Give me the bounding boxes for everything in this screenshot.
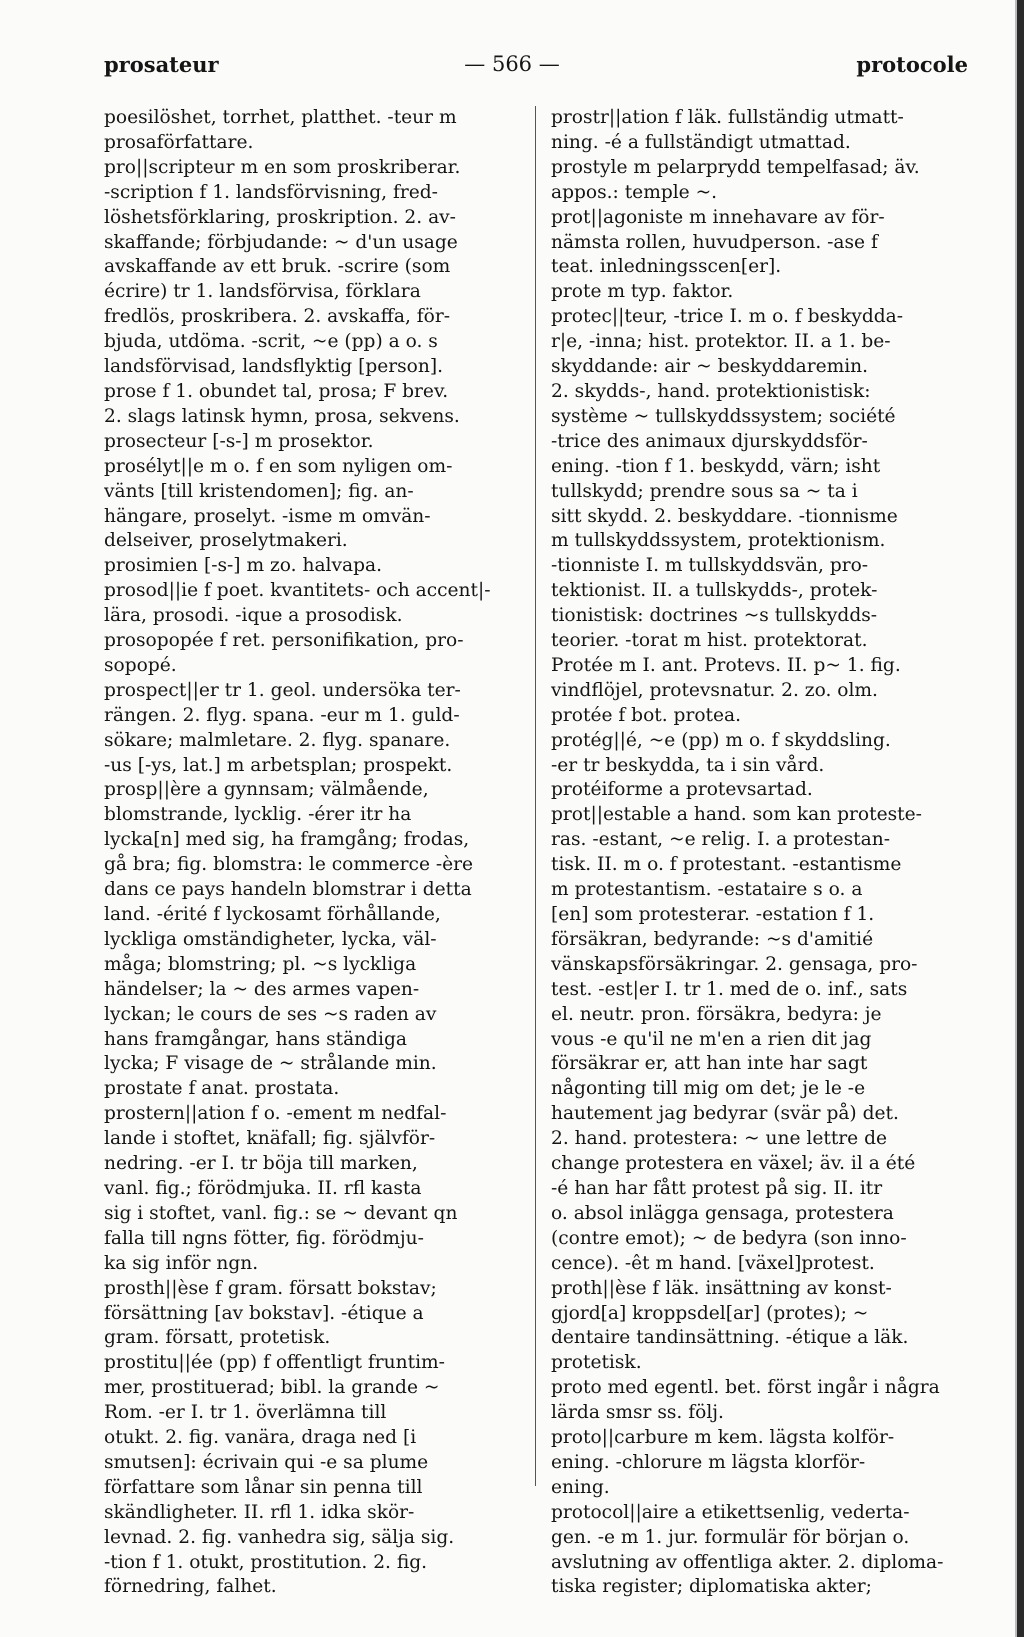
dictionary-line: el. neutr. pron. försäkra, bedyra: je <box>551 1003 882 1025</box>
dictionary-line: 2. skydds-, hand. protektionistisk: <box>551 380 871 402</box>
dictionary-line: prosimien [-s-] m zo. halvapa. <box>104 555 382 577</box>
dictionary-line: -tionniste I. m tullskyddsvän, pro- <box>551 555 869 577</box>
dictionary-line: 2. slags latinsk hymn, prosa, sekvens. <box>104 405 460 427</box>
dictionary-line: protec||teur, -trice I. m o. f beskydda- <box>551 306 904 328</box>
dictionary-line: mer, prostituerad; bibl. la grande ~ <box>104 1377 440 1399</box>
dictionary-line: prostate f anat. prostata. <box>104 1078 340 1100</box>
dictionary-line: sig i stoftet, vanl. fig.: se ~ devant qn <box>104 1202 458 1224</box>
dictionary-line: ening. <box>551 1476 610 1498</box>
dictionary-line: 2. hand. protestera: ~ une lettre de <box>551 1128 887 1150</box>
dictionary-line: otukt. 2. fig. vanära, draga ned [i <box>104 1427 417 1449</box>
dictionary-line: rängen. 2. flyg. spana. -eur m 1. guld- <box>104 704 460 726</box>
dictionary-line: smutsen]: écrivain qui -e sa plume <box>104 1451 429 1473</box>
dictionary-line: prosaförfattare. <box>104 131 254 153</box>
dictionary-line: Rom. -er I. tr 1. överlämna till <box>104 1402 387 1424</box>
dictionary-line: löshetsförklaring, proskription. 2. av- <box>104 206 456 228</box>
dictionary-line: skaffande; förbjudande: ~ d'un usage <box>104 231 458 253</box>
dictionary-line: lycka[n] med sig, ha framgång; frodas, <box>104 829 470 851</box>
dictionary-line: prosélyt||e m o. f en som nyligen om- <box>104 455 453 477</box>
dictionary-line: prospect||er tr 1. geol. undersöka ter- <box>104 679 461 701</box>
dictionary-line: -er tr beskydda, ta i sin vård. <box>551 754 825 776</box>
dictionary-line: tisk. II. m o. f protestant. -estantisme <box>551 854 902 876</box>
dictionary-line: lärda smsr ss. följ. <box>551 1402 724 1424</box>
dictionary-line: -us [-ys, lat.] m arbetsplan; prospekt. <box>104 754 453 776</box>
dictionary-line: bjuda, utdöma. -scrit, ~e (pp) a o. s <box>104 331 438 353</box>
dictionary-line: ening. -chlorure m lägsta klorför- <box>551 1451 866 1473</box>
dictionary-line: hans framgångar, hans ständiga <box>104 1028 407 1050</box>
dictionary-line: écrire) tr 1. landsförvisa, förklara <box>104 281 421 303</box>
dictionary-line: proth||èse f läk. insättning av konst- <box>551 1277 892 1299</box>
dictionary-line: proto med egentl. bet. först ingår i några <box>551 1377 940 1399</box>
dictionary-line: landsförvisad, landsflyktig [person]. <box>104 356 443 378</box>
dictionary-line: fredlös, proskribera. 2. avskaffa, för- <box>104 306 451 328</box>
dictionary-line: falla till ngns fötter, fig. förödmju- <box>104 1227 424 1249</box>
dictionary-line: nämsta rollen, huvudperson. -ase f <box>551 231 878 253</box>
dictionary-line: levnad. 2. fig. vanhedra sig, sälja sig. <box>104 1526 455 1548</box>
dictionary-line: tektionist. II. a tullskydds-, protek- <box>551 580 878 602</box>
running-head-left: prosateur <box>104 52 219 77</box>
dictionary-line: land. -érité f lyckosamt förhållande, <box>104 904 441 925</box>
dictionary-line: nedring. -er I. tr böja till marken, <box>104 1153 418 1175</box>
scan-edge <box>1017 0 1024 1637</box>
dictionary-line: protée f bot. protea. <box>551 704 742 726</box>
dictionary-line: sopopé. <box>104 654 177 676</box>
dictionary-line: -scription f 1. landsförvisning, fred- <box>104 181 438 203</box>
dictionary-line: förnedring, falhet. <box>104 1576 277 1598</box>
dictionary-line: teat. inledningsscen[er]. <box>551 256 782 278</box>
dictionary-line: ening. -tion f 1. beskydd, värn; isht <box>551 455 881 477</box>
dictionary-line: ning. -é a fullständigt utmattad. <box>551 131 851 153</box>
dictionary-line: vous -e qu'il ne m'en a rien dit jag <box>551 1028 872 1050</box>
page-number: — 566 — <box>464 52 560 76</box>
dictionary-line: prostyle m pelarprydd tempelfasad; äv. <box>551 156 920 178</box>
dictionary-line: gram. försatt, protetisk. <box>104 1327 331 1349</box>
dictionary-line: prostr||ation f läk. fullständig utmatt- <box>551 107 904 128</box>
dictionary-line: dans ce pays handeln blomstrar i detta <box>104 879 472 901</box>
dictionary-line: sitt skydd. 2. beskyddare. -tionnisme <box>551 505 898 527</box>
dictionary-line: prostitu||ée (pp) f offentligt fruntim- <box>104 1352 445 1374</box>
dictionary-line: pro||scripteur m en som proskriberar. <box>104 156 461 178</box>
dictionary-line: gjord[a] kroppsdel[ar] (protes); ~ <box>551 1302 869 1324</box>
dictionary-line: vänts [till kristendomen]; fig. an- <box>104 480 414 502</box>
dictionary-line: système ~ tullskyddssystem; société <box>551 405 896 427</box>
dictionary-line: försäkrar er, att han inte har sagt <box>551 1053 868 1075</box>
dictionary-line: hängare, proselyt. -isme m omvän- <box>104 505 431 527</box>
dictionary-line: protocol||aire a etikettsenlig, vederta- <box>551 1501 910 1523</box>
dictionary-line: försäkran, bedyrande: ~s d'amitié <box>551 928 874 950</box>
dictionary-line: prosth||èse f gram. försatt bokstav; <box>104 1277 437 1299</box>
dictionary-line: händelser; la ~ des armes vapen- <box>104 978 420 1000</box>
dictionary-line: lycka; F visage de ~ strålande min. <box>104 1053 437 1075</box>
dictionary-line: vänskapsförsäkringar. 2. gensaga, pro- <box>551 953 918 975</box>
dictionary-line: avslutning av offentliga akter. 2. diploma- <box>551 1551 944 1573</box>
dictionary-line: skyddande: air ~ beskyddaremin. <box>551 356 869 378</box>
dictionary-line: vanl. fig.; förödmjuka. II. rfl kasta <box>104 1177 422 1199</box>
dictionary-line: lyckliga omständigheter, lycka, väl- <box>104 928 437 950</box>
dictionary-line: m tullskyddssystem, protektionism. <box>551 530 886 552</box>
dictionary-line: -trice des animaux djurskyddsför- <box>551 430 868 452</box>
dictionary-line: hautement jag bedyrar (svär på) det. <box>551 1103 899 1125</box>
dictionary-line: prosp||ère a gynnsam; välmående, <box>104 779 429 801</box>
dictionary-line: ka sig inför ngn. <box>104 1252 259 1274</box>
dictionary-line: protég||é, ~e (pp) m o. f skyddsling. <box>551 729 891 751</box>
dictionary-line: (contre emot); ~ de bedyra (son inno- <box>551 1227 907 1249</box>
dictionary-line: tionistisk: doctrines ~s tullskydds- <box>551 605 878 627</box>
dictionary-line: prose f 1. obundet tal, prosa; F brev. <box>104 380 449 402</box>
dictionary-line: prosecteur [-s-] m prosektor. <box>104 430 374 452</box>
dictionary-line: dentaire tandinsättning. -étique a läk. <box>551 1327 909 1349</box>
dictionary-line: -é han har fått protest på sig. II. itr <box>551 1177 883 1199</box>
right-column <box>551 106 969 1600</box>
dictionary-line: måga; blomstring; pl. ~s lyckliga <box>104 953 417 975</box>
dictionary-line: o. absol inlägga gensaga, protestera <box>551 1202 894 1224</box>
dictionary-line: tullskydd; prendre sous sa ~ ta i <box>551 480 858 502</box>
dictionary-line: r|e, -inna; hist. protektor. II. a 1. be- <box>551 331 891 353</box>
dictionary-line: delseiver, proselytmakeri. <box>104 530 348 552</box>
dictionary-line: gen. -e m 1. jur. formulär för början o. <box>551 1526 910 1548</box>
dictionary-line: skändligheter. II. rfl 1. idka skör- <box>104 1501 415 1523</box>
dictionary-line: lära, prosodi. -ique a prosodisk. <box>104 605 403 627</box>
dictionary-line: lyckan; le cours de ses ~s raden av <box>104 1003 437 1025</box>
dictionary-line: någonting till mig om det; je le -e <box>551 1078 866 1100</box>
dictionary-line: blomstrande, lycklig. -érer itr ha <box>104 804 412 826</box>
dictionary-line: [en] som protesterar. -estation f 1. <box>551 904 875 925</box>
dictionary-line: test. -est|er I. tr 1. med de o. inf., sats <box>551 978 908 1000</box>
dictionary-line: cence). -êt m hand. [växel]protest. <box>551 1252 875 1274</box>
dictionary-line: prot||estable a hand. som kan proteste- <box>551 804 922 826</box>
dictionary-line: appos.: temple ~. <box>551 181 718 203</box>
dictionary-line: prosod||ie f poet. kvantitets- och accent|- <box>104 580 491 602</box>
dictionary-line: -tion f 1. otukt, prostitution. 2. fig. <box>104 1551 428 1573</box>
dictionary-line: m protestantism. -estataire s o. a <box>551 879 863 901</box>
dictionary-line: prote m typ. faktor. <box>551 281 734 303</box>
dictionary-line: teorier. -torat m hist. protektorat. <box>551 630 868 652</box>
column-divider <box>535 106 536 1486</box>
dictionary-line: lande i stoftet, knäfall; fig. självför- <box>104 1128 436 1150</box>
dictionary-line: sökare; malmletare. 2. flyg. spanare. <box>104 729 451 751</box>
dictionary-line: författare som lånar sin penna till <box>104 1476 423 1498</box>
dictionary-line: tiska register; diplomatiska akter; <box>551 1576 872 1598</box>
dictionary-line: gå bra; fig. blomstra: le commerce -ère <box>104 854 474 876</box>
left-column <box>104 106 520 1600</box>
dictionary-line: poesilöshet, torrhet, platthet. -teur m <box>104 107 457 128</box>
dictionary-line: vindflöjel, protevsnatur. 2. zo. olm. <box>551 679 878 701</box>
dictionary-line: protetisk. <box>551 1352 642 1374</box>
dictionary-line: prostern||ation f o. -ement m nedfal- <box>104 1103 447 1125</box>
dictionary-line: avskaffande av ett bruk. -scrire (som <box>104 256 451 278</box>
dictionary-line: prot||agoniste m innehavare av för- <box>551 206 885 228</box>
running-head-right: protocole <box>856 52 968 77</box>
dictionary-line: prosopopée f ret. personifikation, pro- <box>104 630 464 652</box>
dictionary-line: protéiforme a protevsartad. <box>551 779 813 801</box>
dictionary-line: proto||carbure m kem. lägsta kolför- <box>551 1427 895 1449</box>
dictionary-line: ras. -estant, ~e relig. I. a protestan- <box>551 829 890 851</box>
dictionary-line: Protée m I. ant. Protevs. II. p~ 1. fig. <box>551 654 901 676</box>
dictionary-line: försättning [av bokstav]. -étique a <box>104 1302 424 1324</box>
dictionary-line: change protestera en växel; äv. il a été <box>551 1153 916 1175</box>
